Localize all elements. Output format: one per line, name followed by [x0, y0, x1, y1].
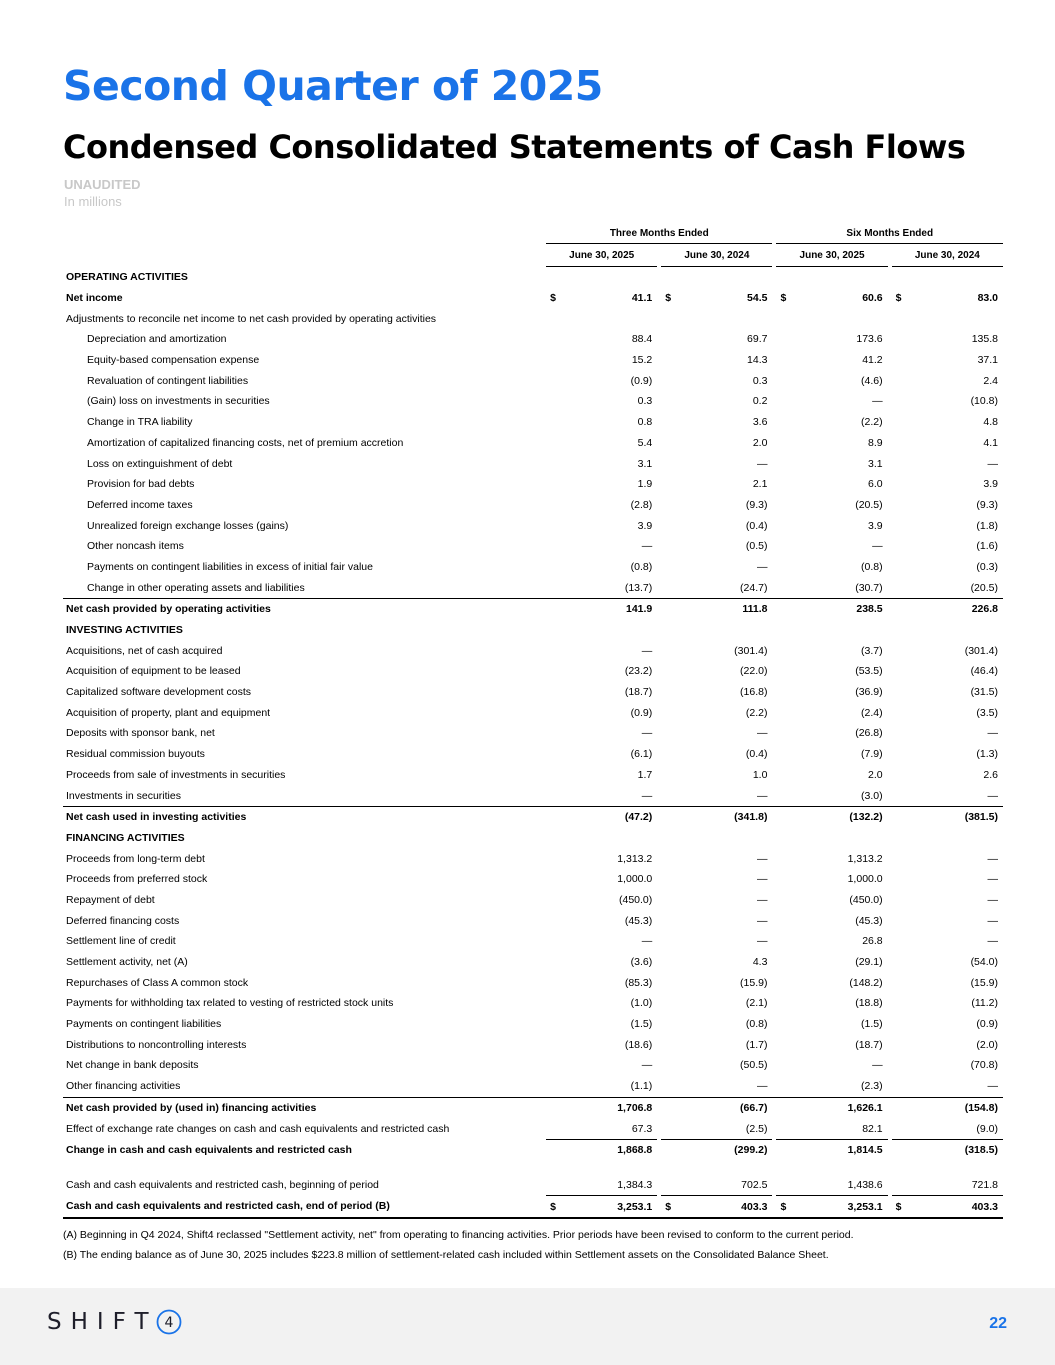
row-value: (10.8)	[970, 395, 998, 408]
row-label: Acquisitions, net of cash acquired	[66, 644, 223, 657]
row-value: 14.3	[747, 354, 768, 367]
row-value: 4.3	[752, 956, 768, 969]
spacer-row	[63, 1161, 1003, 1175]
row-label: Deferred income taxes	[87, 498, 193, 511]
row-label: Amortization of capitalized financing costs, net of premium accretion	[87, 436, 404, 449]
row-value: (0.9)	[630, 374, 653, 387]
table-row	[63, 433, 1003, 454]
row-value: (7.9)	[861, 748, 883, 761]
row-value: 0.8	[637, 416, 653, 429]
row-value: (0.4)	[745, 748, 768, 761]
page-number: 22	[989, 1315, 1007, 1332]
row-value: 1,706.8	[560, 1097, 657, 1118]
row-value: —	[872, 1059, 883, 1072]
table-row	[63, 495, 1003, 516]
row-value: 721.8	[906, 1175, 1003, 1196]
row-label: Unrealized foreign exchange losses (gains)	[87, 519, 289, 532]
row-value: (9.3)	[976, 498, 998, 511]
row-label: INVESTING ACTIVITIES	[66, 624, 183, 637]
row-value: 1,000.0	[847, 873, 883, 886]
row-value: (45.3)	[624, 914, 653, 927]
table-row	[63, 640, 1003, 661]
row-value: —	[756, 789, 768, 802]
row-value: —	[641, 1059, 653, 1072]
currency-symbol: $	[895, 292, 902, 305]
row-value: 1,313.2	[847, 852, 883, 865]
row-value: (3.7)	[861, 644, 883, 657]
row-value: —	[987, 852, 998, 865]
logo-wordmark: SHIFT	[47, 1309, 158, 1335]
row-value: —	[987, 727, 998, 740]
row-value: (18.7)	[624, 686, 653, 699]
row-value: 403.3	[675, 1196, 772, 1218]
row-value: 83.0	[977, 292, 998, 305]
header-period: June 30, 2025	[546, 244, 657, 267]
row-label: Deposits with sponsor bank, net	[66, 727, 215, 740]
row-value: (24.7)	[740, 581, 768, 594]
shift4-logo	[47, 1308, 182, 1336]
row-label: Cash and cash equivalents and restricted cash, end of period (B)	[63, 1196, 542, 1218]
total-row	[63, 1139, 1003, 1160]
row-label: Proceeds from preferred stock	[66, 873, 208, 886]
row-label: Other noncash items	[87, 540, 184, 553]
row-label: Residual commission buyouts	[66, 748, 205, 761]
table-row	[63, 952, 1003, 973]
row-value: (2.2)	[745, 706, 768, 719]
header-period: June 30, 2024	[661, 244, 772, 267]
row-value: 226.8	[906, 599, 1003, 620]
table-row	[63, 474, 1003, 495]
row-value: (66.7)	[675, 1097, 772, 1118]
row-value: 135.8	[971, 333, 998, 346]
row-value: 3,253.1	[791, 1196, 888, 1218]
row-value: (1.7)	[745, 1038, 768, 1051]
row-value: (2.5)	[675, 1118, 772, 1139]
row-value: (54.0)	[970, 956, 998, 969]
row-value: 1,000.0	[617, 873, 653, 886]
row-label: Other financing activities	[66, 1080, 181, 1093]
row-value: 41.1	[631, 292, 653, 305]
row-label: Net income	[66, 292, 123, 305]
row-value: 0.3	[752, 374, 768, 387]
row-value: (3.0)	[861, 789, 883, 802]
row-value: 2.0	[752, 436, 768, 449]
cash-flow-table	[63, 224, 1003, 1219]
row-value: (15.9)	[970, 976, 998, 989]
row-value: (1.0)	[630, 997, 653, 1010]
row-value: 3.9	[868, 519, 883, 532]
row-value: (1.8)	[976, 519, 998, 532]
row-value: (2.2)	[861, 416, 883, 429]
total-row	[63, 1196, 1003, 1218]
row-value: (1.3)	[976, 748, 998, 761]
table-row	[63, 848, 1003, 869]
table-row	[63, 723, 1003, 744]
table-row	[63, 931, 1003, 952]
row-label: Net cash used in investing activities	[63, 806, 542, 827]
units-note: In millions	[64, 194, 122, 209]
row-label: Distributions to noncontrolling interests	[66, 1038, 247, 1051]
row-value: —	[641, 644, 653, 657]
row-value: 173.6	[856, 333, 883, 346]
row-value: 3.9	[637, 519, 653, 532]
page-title: Second Quarter of 2025	[63, 62, 603, 110]
total-row	[63, 599, 1003, 620]
row-value: (16.8)	[740, 686, 768, 699]
row-value: (29.1)	[855, 956, 883, 969]
row-value: (301.4)	[734, 644, 768, 657]
row-value: 238.5	[791, 599, 888, 620]
section-header-row	[63, 620, 1003, 641]
table-row	[63, 869, 1003, 890]
table-row	[63, 890, 1003, 911]
row-value: 1,384.3	[560, 1175, 657, 1196]
row-value: —	[756, 1080, 768, 1093]
row-label: Payments on contingent liabilities in excess of initial fair value	[87, 560, 373, 573]
row-label: Repurchases of Class A common stock	[66, 976, 249, 989]
row-value: 1,313.2	[617, 852, 653, 865]
row-value: 37.1	[977, 354, 998, 367]
row-value: 1.9	[637, 478, 653, 491]
table-row	[63, 910, 1003, 931]
table-row	[63, 1055, 1003, 1076]
row-value: 15.2	[631, 354, 653, 367]
row-value: —	[987, 789, 998, 802]
row-value: (318.5)	[964, 1144, 998, 1157]
row-value: (0.4)	[745, 519, 768, 532]
audit-status: UNAUDITED	[64, 177, 141, 192]
row-value: (23.2)	[624, 665, 653, 678]
row-label: Payments on contingent liabilities	[66, 1018, 222, 1031]
row-value: (47.2)	[560, 806, 657, 827]
row-value: 111.8	[675, 599, 772, 620]
row-value: 2.0	[868, 768, 883, 781]
total-row	[63, 1118, 1003, 1139]
row-label: Investments in securities	[66, 789, 181, 802]
row-value: (30.7)	[855, 581, 883, 594]
row-value: (53.5)	[855, 665, 883, 678]
row-label: FINANCING ACTIVITIES	[66, 831, 185, 844]
row-value: (36.9)	[855, 686, 883, 699]
row-label: Cash and cash equivalents and restricted cash, beginning of period	[66, 1179, 379, 1192]
currency-symbol: $	[546, 1196, 560, 1218]
row-value: 1,814.5	[847, 1144, 883, 1157]
row-label: Repayment of debt	[66, 893, 155, 906]
row-value: 60.6	[862, 292, 883, 305]
row-value: —	[756, 852, 768, 865]
row-value: 0.2	[752, 395, 768, 408]
total-row	[63, 806, 1003, 827]
table-row	[63, 702, 1003, 723]
row-value: 3.6	[752, 416, 768, 429]
row-value: (20.5)	[970, 581, 998, 594]
row-value: (0.9)	[976, 1018, 998, 1031]
row-label: Change in other operating assets and liabilities	[87, 581, 305, 594]
row-label: Net cash provided by operating activities	[63, 599, 542, 620]
currency-symbol: $	[780, 292, 787, 305]
row-value: 1,626.1	[791, 1097, 888, 1118]
header-three-months: Three Months Ended	[546, 224, 772, 244]
row-value: —	[756, 914, 768, 927]
table-row	[63, 1076, 1003, 1097]
row-value: (11.2)	[971, 997, 998, 1010]
table-row	[63, 536, 1003, 557]
row-value: (2.4)	[861, 706, 883, 719]
row-value: 2.4	[983, 374, 998, 387]
row-value: —	[641, 540, 653, 553]
row-value: (50.5)	[740, 1059, 768, 1072]
table-row	[63, 744, 1003, 765]
row-value: —	[641, 727, 653, 740]
row-label: Equity-based compensation expense	[87, 354, 260, 367]
row-value: (301.4)	[964, 644, 998, 657]
row-label: Provision for bad debts	[87, 478, 195, 491]
row-value: —	[872, 395, 883, 408]
currency-symbol: $	[661, 1196, 675, 1218]
footnotes	[63, 1225, 854, 1265]
table-row	[63, 453, 1003, 474]
row-value: (3.6)	[630, 956, 653, 969]
row-value: (20.5)	[855, 498, 883, 511]
row-value: 88.4	[631, 333, 653, 346]
row-label: Depreciation and amortization	[87, 333, 227, 346]
row-value: (46.4)	[970, 665, 998, 678]
table-row	[63, 391, 1003, 412]
table-row	[63, 972, 1003, 993]
table-row	[63, 412, 1003, 433]
row-value: (148.2)	[849, 976, 883, 989]
table-row	[63, 993, 1003, 1014]
row-value: 1,438.6	[791, 1175, 888, 1196]
row-label: Proceeds from sale of investments in securities	[66, 768, 286, 781]
row-value: 54.5	[747, 292, 768, 305]
row-value: 702.5	[675, 1175, 772, 1196]
row-label: OPERATING ACTIVITIES	[66, 271, 188, 284]
row-value: —	[641, 789, 653, 802]
row-value: (0.8)	[861, 560, 883, 573]
table-row	[63, 370, 1003, 391]
row-value: (18.6)	[624, 1038, 653, 1051]
row-value: (26.8)	[855, 727, 883, 740]
row-value: —	[987, 873, 998, 886]
row-value: 0.3	[637, 395, 653, 408]
row-label: Proceeds from long-term debt	[66, 852, 205, 865]
row-label: Acquisition of property, plant and equipment	[66, 706, 271, 719]
row-value: 403.3	[906, 1196, 1003, 1218]
table-row	[63, 682, 1003, 703]
row-value: 2.1	[752, 478, 768, 491]
table-row	[63, 577, 1003, 598]
footnote-a: (A) Beginning in Q4 2024, Shift4 reclassed "Settlement activity, net" from operating to financing activities. Prior periods have been revised to conform to the current period.	[63, 1229, 854, 1241]
row-value: (22.0)	[740, 665, 768, 678]
row-value: —	[756, 935, 768, 948]
row-label: Capitalized software development costs	[66, 686, 252, 699]
row-value: (15.9)	[740, 976, 768, 989]
row-value: 2.6	[983, 768, 998, 781]
row-value: (0.8)	[630, 560, 653, 573]
row-value: (2.1)	[745, 997, 768, 1010]
table-row	[63, 785, 1003, 806]
total-row	[63, 308, 1003, 329]
row-value: (1.5)	[630, 1018, 653, 1031]
total-row	[63, 1175, 1003, 1196]
row-value: (6.1)	[630, 748, 653, 761]
table-row	[63, 515, 1003, 536]
row-value: (18.8)	[855, 997, 883, 1010]
row-value: 41.2	[862, 354, 883, 367]
row-value: —	[756, 560, 768, 573]
row-value: —	[987, 893, 998, 906]
row-value: (4.6)	[861, 374, 883, 387]
row-label: Change in cash and cash equivalents and restricted cash	[66, 1143, 352, 1156]
currency-symbol: $	[892, 1196, 906, 1218]
currency-symbol: $	[550, 292, 556, 305]
row-value: —	[872, 540, 883, 553]
row-value: 67.3	[560, 1118, 657, 1139]
logo-circle-four-icon	[156, 1309, 182, 1335]
row-value: (0.9)	[630, 706, 653, 719]
row-label: Net cash provided by (used in) financing activities	[63, 1097, 542, 1118]
row-value: 1.7	[637, 768, 653, 781]
row-value: —	[756, 727, 768, 740]
row-label: Net change in bank deposits	[66, 1059, 199, 1072]
row-value: —	[987, 1080, 998, 1093]
row-value: 141.9	[560, 599, 657, 620]
row-value: 1.0	[752, 768, 768, 781]
row-value: 8.9	[868, 436, 883, 449]
row-value: (2.0)	[976, 1038, 998, 1051]
row-value: (132.2)	[791, 806, 888, 827]
row-value: 3.1	[868, 457, 883, 470]
row-value: —	[987, 914, 998, 927]
row-value: (381.5)	[906, 806, 1003, 827]
row-label: (Gain) loss on investments in securities	[87, 395, 270, 408]
total-row	[63, 288, 1003, 309]
row-value: 82.1	[791, 1118, 888, 1139]
row-value: —	[756, 873, 768, 886]
row-value: —	[987, 935, 998, 948]
total-row	[63, 1097, 1003, 1118]
row-value: (450.0)	[618, 893, 653, 906]
table-row	[63, 329, 1003, 350]
row-value: (18.7)	[855, 1038, 883, 1051]
row-label: Change in TRA liability	[87, 416, 193, 429]
row-value: (450.0)	[849, 893, 883, 906]
row-label: Acquisition of equipment to be leased	[66, 665, 241, 678]
row-value: —	[756, 893, 768, 906]
statement-title: Condensed Consolidated Statements of Cash Flows	[63, 128, 966, 166]
row-value: (9.3)	[745, 498, 768, 511]
table-row	[63, 1014, 1003, 1035]
row-value: (9.0)	[906, 1118, 1003, 1139]
section-header-row	[63, 828, 1003, 849]
currency-symbol: $	[776, 1196, 790, 1218]
header-six-months: Six Months Ended	[776, 224, 1003, 244]
row-value: (1.5)	[861, 1018, 883, 1031]
row-value: (85.3)	[624, 976, 653, 989]
row-value: (13.7)	[624, 581, 653, 594]
row-value: 3.1	[637, 457, 653, 470]
row-value: (0.3)	[976, 560, 998, 573]
header-period: June 30, 2025	[776, 244, 887, 267]
row-value: (341.8)	[675, 806, 772, 827]
currency-symbol: $	[665, 292, 672, 305]
row-value: —	[987, 457, 998, 470]
row-value: (1.6)	[976, 540, 998, 553]
table-row	[63, 1034, 1003, 1055]
row-value: 3,253.1	[560, 1196, 657, 1218]
row-label: Revaluation of contingent liabilities	[87, 374, 249, 387]
row-label: Settlement line of credit	[66, 935, 176, 948]
row-value: 69.7	[747, 333, 768, 346]
row-value: (0.8)	[745, 1018, 768, 1031]
row-label: Deferred financing costs	[66, 914, 180, 927]
row-value: (31.5)	[970, 686, 998, 699]
row-label: Settlement activity, net (A)	[66, 956, 188, 969]
row-value: 5.4	[637, 436, 653, 449]
header-period: June 30, 2024	[892, 244, 1003, 267]
row-value: (45.3)	[855, 914, 883, 927]
row-label: Payments for withholding tax related to vesting of restricted stock units	[66, 997, 394, 1010]
row-value: (2.8)	[630, 498, 653, 511]
row-value: (154.8)	[906, 1097, 1003, 1118]
row-label: Effect of exchange rate changes on cash and cash equivalents and restricted cash	[66, 1122, 450, 1135]
table-row	[63, 661, 1003, 682]
table-row	[63, 557, 1003, 578]
cash-flow-rows	[63, 267, 1003, 1218]
row-value: (3.5)	[976, 706, 998, 719]
row-value: 26.8	[862, 935, 883, 948]
row-value: 4.1	[983, 436, 998, 449]
footnote-b: (B) The ending balance as of June 30, 2025 includes $223.8 million of settlement-related cash included within Settlement assets on the Consolidated Balance Sheet.	[63, 1249, 829, 1261]
row-value: —	[756, 457, 768, 470]
row-label: Loss on extinguishment of debt	[87, 457, 233, 470]
row-value: —	[641, 935, 653, 948]
row-value: (0.5)	[745, 540, 768, 553]
logo-mark-text: 4	[164, 1315, 174, 1332]
row-value: 4.8	[983, 416, 998, 429]
row-label: Adjustments to reconcile net income to net cash provided by operating activities	[66, 312, 437, 325]
row-value: (1.1)	[630, 1080, 653, 1093]
row-value: (70.8)	[970, 1059, 998, 1072]
table-row	[63, 765, 1003, 786]
row-value: 1,868.8	[617, 1144, 653, 1157]
row-value: 3.9	[983, 478, 998, 491]
section-header-row	[63, 267, 1003, 288]
row-value: (2.3)	[861, 1080, 883, 1093]
row-value: 6.0	[868, 478, 883, 491]
table-row	[63, 350, 1003, 371]
page-footer	[0, 1288, 1055, 1365]
row-value: (299.2)	[734, 1144, 768, 1157]
